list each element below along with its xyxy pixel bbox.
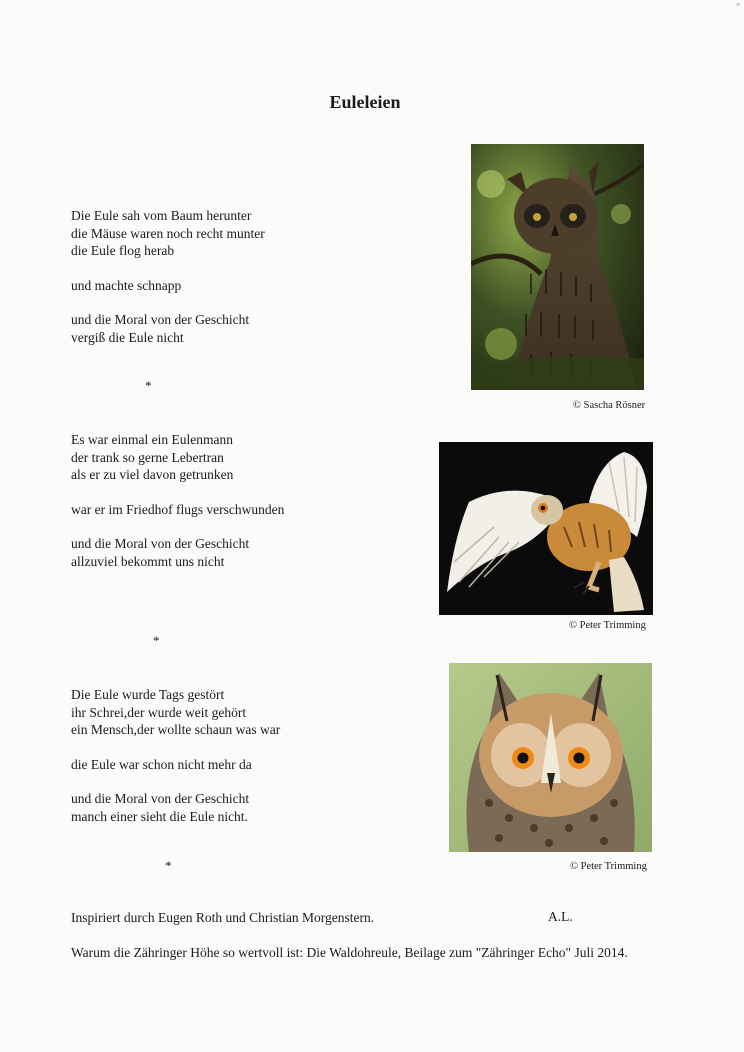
owl-photo-perched <box>471 144 644 390</box>
stanza-moral: und die Moral von der Geschicht <box>71 791 250 806</box>
stanza-moral: und die Moral von der Geschicht <box>71 312 250 327</box>
source-note: Warum die Zähringer Höhe so wertvoll ist: Die Waldohreule, Beilage zum "Zähringer Echo" Juli 2014. <box>71 945 628 960</box>
author-initials: A.L. <box>548 909 573 924</box>
separator-star: * <box>145 378 152 393</box>
stanza-line: der trank so gerne Lebertran <box>71 449 224 465</box>
stanza-line: und machte schnapp <box>71 277 182 293</box>
photo-credit: © Peter Trimming <box>570 861 647 872</box>
stanza-line: die Eule war schon nicht mehr da <box>71 756 252 772</box>
stanza-3 <box>71 686 280 825</box>
owl-photo-portrait <box>449 663 652 852</box>
separator-star: * <box>165 858 172 873</box>
stanza-moral: und die Moral von der Geschicht <box>71 536 250 551</box>
stanza-2 <box>71 431 284 570</box>
stanza-line: die Eule flog herab <box>71 243 175 258</box>
page-title: Euleleien <box>329 92 401 112</box>
stanza-moral: manch einer sieht die Eule nicht. <box>71 808 248 824</box>
stanza-line: als er zu viel davon getrunken <box>71 467 234 482</box>
stanza-moral: allzuviel bekommt uns nicht <box>71 553 225 569</box>
scan-mark: " <box>736 2 740 12</box>
stanza-line: ihr Schrei,der wurde weit gehört <box>71 704 247 720</box>
stanza-line: die Mäuse waren noch recht munter <box>71 225 265 241</box>
photo-credit: © Sascha Rösner <box>573 400 646 411</box>
stanza-line: war er im Friedhof flugs verschwunden <box>71 501 285 517</box>
stanza-1 <box>71 207 265 346</box>
owl-photo-flight <box>439 442 653 615</box>
stanza-moral: vergiß die Eule nicht <box>71 329 184 345</box>
stanza-line: Die Eule wurde Tags gestört <box>71 687 225 702</box>
separator-star: * <box>153 633 160 648</box>
photo-credit: © Peter Trimming <box>569 620 646 631</box>
inspiration-note: Inspiriert durch Eugen Roth und Christian Morgenstern. <box>71 910 375 925</box>
stanza-line: ein Mensch,der wollte schaun was war <box>71 722 281 737</box>
stanza-line: Die Eule sah vom Baum herunter <box>71 208 252 223</box>
stanza-line: Es war einmal ein Eulenmann <box>71 432 233 447</box>
